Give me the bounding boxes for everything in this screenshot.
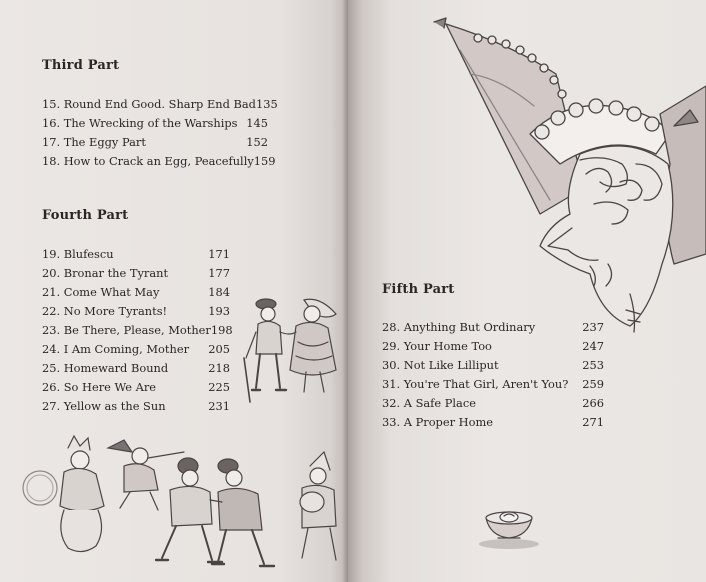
toc-entry (42, 321, 233, 340)
toc-entry-title: 31. You're That Girl, Aren't You? (382, 377, 569, 391)
toc-entry-title: 15. Round End Good. Sharp End Bad (42, 97, 256, 111)
left-page (0, 0, 348, 582)
toc-entry (382, 356, 604, 375)
queen-portrait-illustration (430, 14, 706, 334)
toc-entry-title: 18. How to Crack an Egg, Peacefully (42, 154, 254, 168)
toc-entry-title: 20. Bronar the Tyrant (42, 266, 169, 280)
toc-entry (42, 95, 278, 114)
toc-entry-page: 237 (582, 320, 604, 334)
toc-entry (382, 413, 604, 432)
toc-entry-title: 23. Be There, Please, Mother (42, 323, 211, 337)
fifth-part-list (382, 318, 604, 432)
toc-entry (42, 264, 230, 283)
toc-entry-page: 177 (208, 266, 230, 280)
toc-entry-title: 22. No More Tyrants! (42, 304, 168, 318)
toc-entry (382, 318, 604, 337)
toc-entry-page: 152 (246, 135, 268, 149)
toc-entry-page: 145 (246, 116, 268, 130)
third-part-list (42, 95, 278, 171)
fourth-part-heading: Fourth Part (42, 208, 129, 223)
fifth-part-heading: Fifth Part (382, 282, 455, 297)
toc-entry (42, 302, 230, 321)
toc-entry-page: 198 (210, 323, 233, 337)
toc-entry (42, 378, 230, 397)
toc-entry (382, 394, 604, 413)
toc-entry-title: 19. Blufescu (42, 247, 114, 261)
toc-entry-title: 32. A Safe Place (382, 396, 476, 410)
toc-entry (42, 397, 230, 416)
toc-entry-title: 25. Homeward Bound (42, 361, 169, 375)
toc-entry-page: 171 (208, 247, 230, 261)
egg-cup-illustration (476, 506, 542, 550)
toc-entry-page: 205 (208, 342, 230, 356)
toc-entry-title: 28. Anything But Ordinary (382, 320, 536, 334)
toc-entry-page: 231 (208, 399, 230, 413)
toc-entry (42, 133, 268, 152)
toc-entry (42, 340, 230, 359)
toc-entry-page: 225 (208, 380, 230, 394)
toc-entry-title: 30. Not Like Lilliput (382, 358, 499, 372)
toc-entry-page: 159 (253, 154, 276, 168)
toc-entry-title: 24. I Am Coming, Mother (42, 342, 190, 356)
toc-entry-page: 271 (582, 415, 604, 429)
toc-entry (42, 283, 230, 302)
toc-entry-page: 259 (582, 377, 604, 391)
toc-entry (42, 359, 230, 378)
toc-entry-page: 218 (208, 361, 230, 375)
fourth-part-list (42, 245, 233, 416)
toc-entry (382, 337, 604, 356)
toc-entry-page: 135 (255, 97, 278, 111)
toc-entry-page: 253 (582, 358, 604, 372)
right-page (348, 0, 706, 582)
toc-entry (42, 114, 268, 133)
toc-entry-page: 266 (582, 396, 604, 410)
toc-entry-title: 27. Yellow as the Sun (42, 399, 166, 413)
toc-entry-page: 193 (208, 304, 230, 318)
third-part-heading: Third Part (42, 58, 120, 73)
toc-entry-title: 21. Come What May (42, 285, 160, 299)
toc-entry-page: 184 (208, 285, 230, 299)
toc-entry (42, 152, 276, 171)
toc-entry-page: 247 (582, 339, 604, 353)
toc-entry (382, 375, 604, 394)
toc-entry-title: 16. The Wrecking of the Warships (42, 116, 238, 130)
toc-entry-title: 26. So Here We Are (42, 380, 157, 394)
courtier-couple-illustration (240, 292, 340, 404)
toc-entry-title: 17. The Eggy Part (42, 135, 146, 149)
toc-entry-title: 33. A Proper Home (382, 415, 493, 429)
toc-entry-title: 29. Your Home Too (382, 339, 492, 353)
toc-entry (42, 245, 230, 264)
marching-figures-illustration (12, 430, 342, 578)
